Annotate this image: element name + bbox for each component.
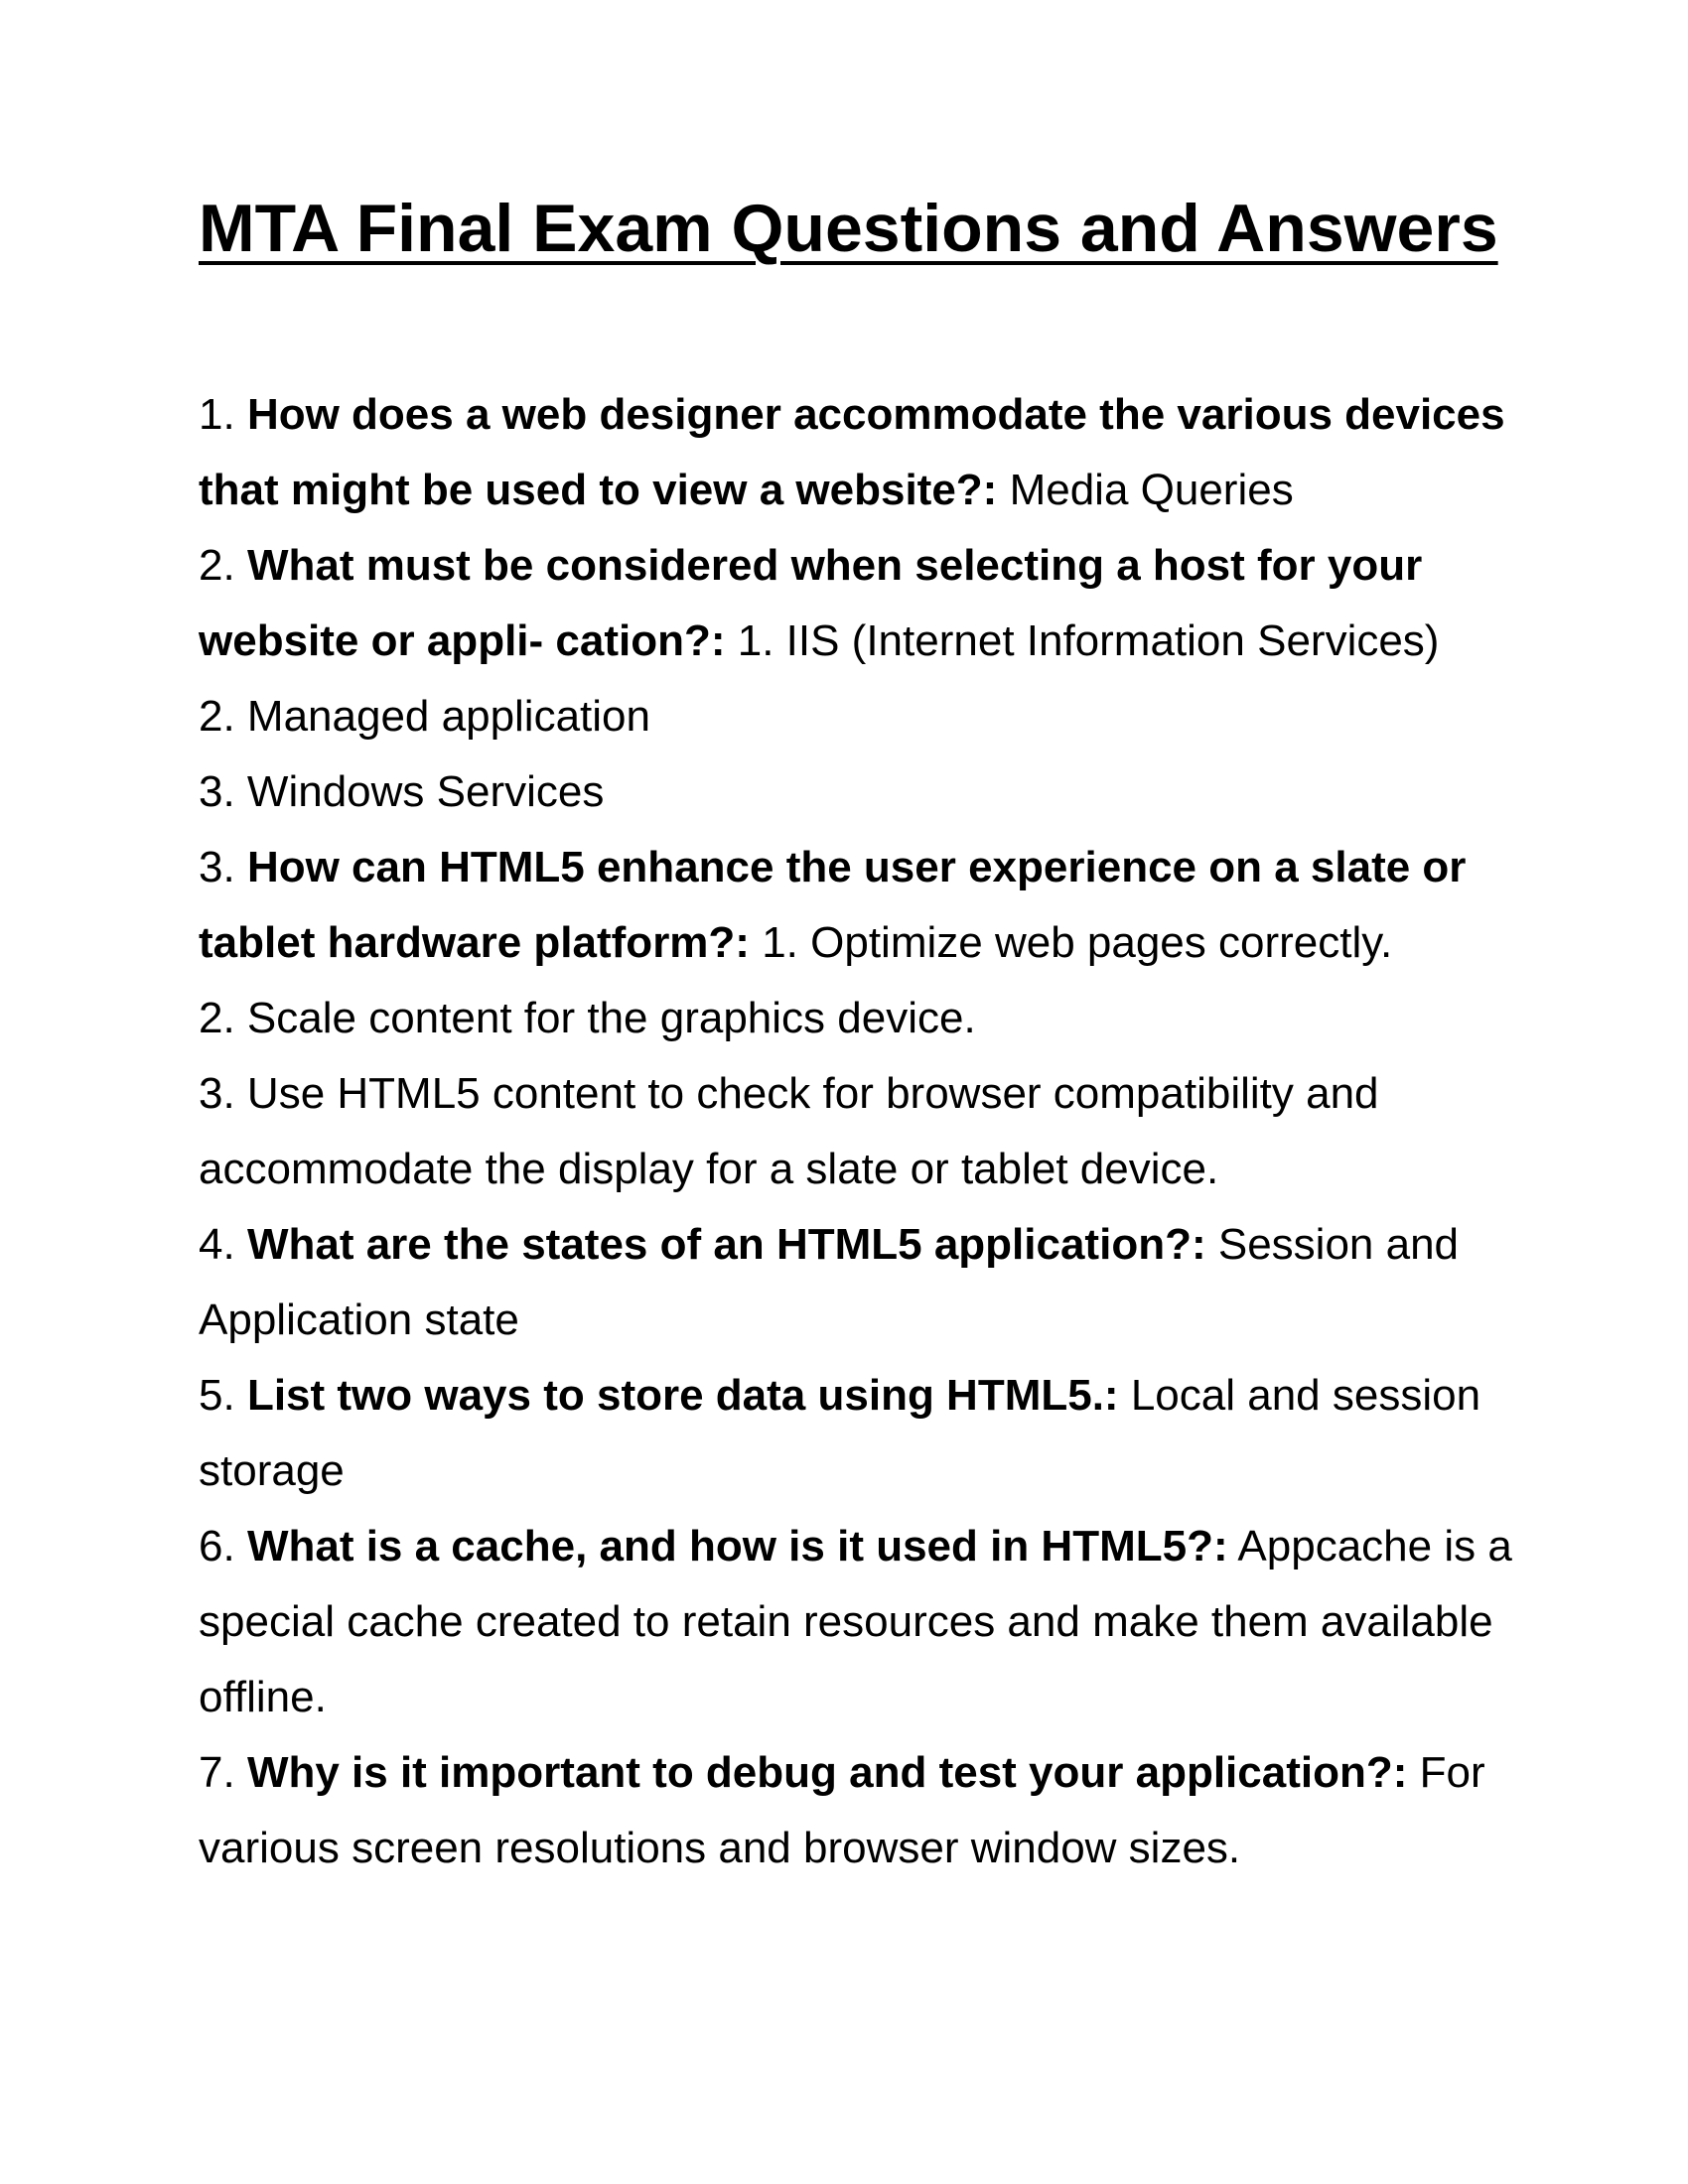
answer-text: 1. Optimize web pages correctly.	[762, 917, 1393, 967]
answer-line: 2. Scale content for the graphics device.	[199, 993, 976, 1042]
question-text: What are the states of an HTML5 application?:	[246, 1219, 1206, 1269]
answer-line: 3. Use HTML5 content to check for browser compatibility and accommodate the display for a slate or tablet device.	[199, 1068, 1379, 1193]
question-text: How can HTML5 enhance the user experience on a slate or tablet hardware platform?:	[199, 842, 1467, 967]
question-text: What must be considered when selecting a host for your website or appli- cation?:	[199, 540, 1423, 665]
qa-item	[199, 830, 1519, 1207]
question-text: Why is it important to debug and test your application?:	[246, 1747, 1408, 1797]
question-text: List two ways to store data using HTML5.:	[246, 1370, 1119, 1420]
answer-text: Local and session storage	[199, 1370, 1481, 1495]
answer-text: Appcache is a special cache created to retain resources and make them available offline.	[199, 1521, 1512, 1721]
qa-list	[199, 377, 1519, 1886]
question-number: 4.	[199, 1219, 235, 1269]
question-number: 3.	[199, 842, 235, 891]
qa-item	[199, 377, 1519, 528]
question-text: How does a web designer accommodate the various devices that might be used to view a website?:	[199, 389, 1505, 514]
qa-item	[199, 1509, 1519, 1735]
qa-item	[199, 528, 1519, 830]
answer-line: 2. Managed application	[199, 691, 650, 741]
answer-text: 1. IIS (Internet Information Services)	[737, 615, 1440, 665]
answer-text: For various screen resolutions and browser window sizes.	[199, 1747, 1485, 1872]
question-number: 1.	[199, 389, 235, 439]
answer-text: Media Queries	[1009, 465, 1294, 514]
answer-line: 3. Windows Services	[199, 766, 605, 816]
qa-item	[199, 1735, 1519, 1886]
qa-item	[199, 1207, 1519, 1358]
question-number: 2.	[199, 540, 235, 590]
document-title: MTA Final Exam Questions and Answers	[199, 191, 1498, 266]
document-page	[199, 189, 1519, 1886]
qa-item	[199, 1358, 1519, 1509]
question-number: 5.	[199, 1370, 235, 1420]
question-text: What is a cache, and how is it used in HTML5?:	[246, 1521, 1228, 1570]
question-number: 6.	[199, 1521, 235, 1570]
answer-text: Session and Application state	[199, 1219, 1460, 1344]
question-number: 7.	[199, 1747, 235, 1797]
